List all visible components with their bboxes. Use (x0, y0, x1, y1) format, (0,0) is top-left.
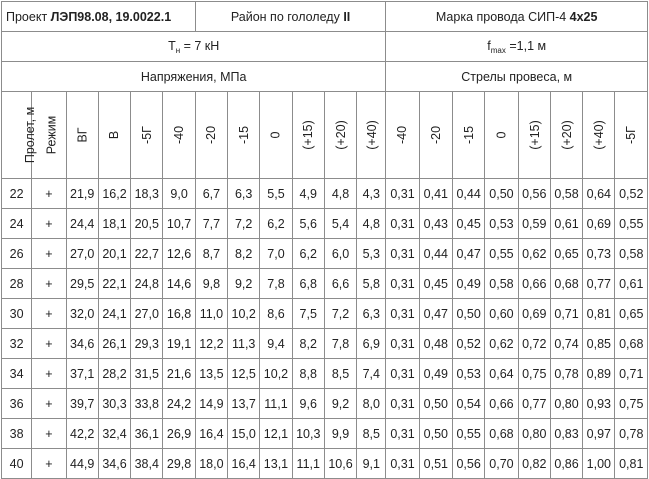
sag-cell: 0,61 (550, 209, 582, 239)
sag-cell: 0,31 (386, 449, 419, 479)
sag-cell: 0,64 (485, 359, 518, 389)
ice-region-value: II (343, 9, 351, 24)
stress-cell: 9,2 (228, 269, 260, 299)
span-cell: 36 (2, 389, 32, 419)
col-header-stress-label: (+40) (364, 120, 379, 150)
stress-cell: 5,6 (292, 209, 324, 239)
col-header-sag (583, 92, 615, 179)
project-prefix: Проект (6, 9, 51, 24)
stress-cell: 7,5 (292, 299, 324, 329)
stress-cell: 6,2 (292, 239, 324, 269)
span-cell: 28 (2, 269, 32, 299)
col-header-sag-label: -20 (428, 125, 443, 145)
sag-cell: 0,89 (583, 359, 615, 389)
sag-cell: 0,31 (386, 359, 419, 389)
col-header-stress (260, 92, 292, 179)
stress-cell: 8,2 (292, 329, 324, 359)
sag-cell: 0,65 (615, 299, 648, 329)
sag-cell: 0,62 (485, 329, 518, 359)
tension-sub: н (175, 45, 181, 55)
stress-cell: 15,0 (228, 419, 260, 449)
stress-cell: 8,0 (357, 389, 386, 419)
sag-cell: 0,59 (518, 209, 550, 239)
table-row (2, 239, 648, 269)
sag-cell: 0,56 (453, 449, 485, 479)
stress-cell: 33,8 (131, 389, 163, 419)
stress-cell: 21,6 (163, 359, 195, 389)
ice-region-prefix: Район по гололеду (230, 9, 344, 24)
sag-cell: 0,54 (453, 389, 485, 419)
stress-cell: 9,4 (260, 329, 292, 359)
sag-cell: 0,55 (485, 239, 518, 269)
table-row (2, 299, 648, 329)
sag-cell: 0,51 (419, 449, 452, 479)
project-code: ЛЭП98.08, 19.0022.1 (50, 9, 172, 24)
sag-cell: 0,41 (419, 179, 452, 209)
col-header-sag-label: (+20) (559, 120, 574, 150)
stress-cell: 6,2 (260, 209, 292, 239)
stress-cell: 10,2 (228, 299, 260, 329)
mode-cell: + (32, 209, 66, 239)
sag-cell: 1,00 (583, 449, 615, 479)
stress-cell: 26,1 (98, 329, 130, 359)
stress-cell: 4,9 (292, 179, 324, 209)
table-row (2, 179, 648, 209)
stress-cell: 24,2 (163, 389, 195, 419)
stress-cell: 24,4 (66, 209, 98, 239)
stress-cell: 6,3 (228, 179, 260, 209)
col-header-sag-label: 0 (494, 131, 509, 139)
sag-cell: 0,93 (583, 389, 615, 419)
stress-cell: 39,7 (66, 389, 98, 419)
col-header-stress (357, 92, 386, 179)
col-header-sag (419, 92, 452, 179)
stress-cell: 6,0 (324, 239, 356, 269)
ice-region-cell (195, 2, 386, 32)
stress-cell: 9,2 (324, 389, 356, 419)
stress-cell: 7,4 (357, 359, 386, 389)
stress-cell: 21,9 (66, 179, 98, 209)
col-header-stress (228, 92, 260, 179)
stress-cell: 16,2 (98, 179, 130, 209)
stress-cell: 6,6 (324, 269, 356, 299)
stress-cell: 11,0 (195, 299, 227, 329)
table-row (2, 209, 648, 239)
span-cell: 24 (2, 209, 32, 239)
sag-cell: 0,74 (550, 329, 582, 359)
mode-cell: + (32, 329, 66, 359)
sag-cell: 0,58 (485, 269, 518, 299)
stress-cell: 9,9 (324, 419, 356, 449)
mode-cell: + (32, 449, 66, 479)
col-header-span-label: Пролет, м (23, 106, 38, 164)
sag-cell: 0,31 (386, 179, 419, 209)
sag-sub: max (490, 45, 506, 55)
stress-cell: 5,4 (324, 209, 356, 239)
stress-cell: 8,5 (357, 419, 386, 449)
sag-cell: 0,66 (485, 389, 518, 419)
sag-cell: 0,64 (583, 179, 615, 209)
sag-cell: 0,75 (518, 359, 550, 389)
col-header-stress-label: (+20) (333, 120, 348, 150)
col-header-sag (453, 92, 485, 179)
stress-cell: 9,0 (163, 179, 195, 209)
sag-cell: 0,69 (583, 209, 615, 239)
mode-cell: + (32, 179, 66, 209)
stress-cell: 31,5 (131, 359, 163, 389)
sag-cell: 0,60 (485, 299, 518, 329)
sag-cell: 0,31 (386, 299, 419, 329)
sag-cell: 0,85 (583, 329, 615, 359)
sag-cell: 0,47 (419, 299, 452, 329)
col-header-stress (324, 92, 356, 179)
sag-cell: 0,47 (453, 239, 485, 269)
sag-cell: 0,56 (518, 179, 550, 209)
stress-cell: 7,7 (195, 209, 227, 239)
stress-cell: 29,3 (131, 329, 163, 359)
col-header-stress (66, 92, 98, 179)
stress-cell: 13,1 (260, 449, 292, 479)
stress-cell: 16,4 (195, 419, 227, 449)
col-header-sag (550, 92, 582, 179)
col-header-sag-label: (+40) (591, 120, 606, 150)
col-header-stress-label: -20 (204, 125, 219, 145)
table-row (2, 449, 648, 479)
sag-cell: 0,62 (518, 239, 550, 269)
stress-cell: 5,8 (357, 269, 386, 299)
mode-cell: + (32, 239, 66, 269)
span-cell: 26 (2, 239, 32, 269)
sag-cell: 0,52 (615, 179, 648, 209)
wire-prefix: Марка провода СИП-4 (435, 9, 570, 24)
col-header-stress (195, 92, 227, 179)
mode-cell: + (32, 419, 66, 449)
col-header-stress-label: -15 (236, 125, 251, 145)
sag-symbol: f (487, 38, 491, 53)
sag-cell: 0,31 (386, 329, 419, 359)
table-row (2, 269, 648, 299)
stress-cell: 36,1 (131, 419, 163, 449)
stress-cell: 14,6 (163, 269, 195, 299)
stress-cell: 5,3 (357, 239, 386, 269)
stress-cell: 6,8 (292, 269, 324, 299)
stress-cell: 7,2 (324, 299, 356, 329)
stress-cell: 10,7 (163, 209, 195, 239)
col-header-stress (98, 92, 130, 179)
stress-cell: 32,4 (98, 419, 130, 449)
stress-cell: 16,4 (228, 449, 260, 479)
table-row (2, 359, 648, 389)
sag-cell: 0,78 (615, 419, 648, 449)
sag-cell: 0,72 (518, 329, 550, 359)
stress-cell: 29,8 (163, 449, 195, 479)
stress-cell: 10,6 (324, 449, 356, 479)
sag-cell: 0,31 (386, 239, 419, 269)
col-header-sag (518, 92, 550, 179)
col-header-stress-label: -40 (172, 125, 187, 145)
stress-cell: 27,0 (131, 299, 163, 329)
col-header-sag (386, 92, 419, 179)
sag-cell: 0,86 (550, 449, 582, 479)
stress-cell: 16,8 (163, 299, 195, 329)
sag-cell: 0,49 (453, 269, 485, 299)
project-cell (2, 2, 196, 32)
stress-cell: 30,3 (98, 389, 130, 419)
stress-cell: 9,1 (357, 449, 386, 479)
wire-value: 4х25 (569, 9, 598, 24)
sag-cell: 0,77 (583, 269, 615, 299)
stress-cell: 5,5 (260, 179, 292, 209)
sag-cell: 0,31 (386, 419, 419, 449)
col-header-stress (292, 92, 324, 179)
stress-cell: 7,8 (260, 269, 292, 299)
span-cell: 32 (2, 329, 32, 359)
stress-cell: 4,8 (324, 179, 356, 209)
stress-cell: 11,1 (260, 389, 292, 419)
sag-cell: 0,31 (386, 389, 419, 419)
stress-cell: 10,3 (292, 419, 324, 449)
stress-cell: 24,8 (131, 269, 163, 299)
col-header-sag-label: -15 (461, 125, 476, 145)
sag-cell: 0,71 (550, 299, 582, 329)
wire-cell (386, 2, 648, 32)
span-cell: 30 (2, 299, 32, 329)
stress-cell: 18,3 (131, 179, 163, 209)
table-row (2, 419, 648, 449)
stress-cell: 26,9 (163, 419, 195, 449)
sag-cell: 0,80 (518, 419, 550, 449)
sag-cell: 0,78 (550, 359, 582, 389)
stress-cell: 34,6 (66, 329, 98, 359)
sag-cell: 0,53 (485, 209, 518, 239)
stress-cell: 38,4 (131, 449, 163, 479)
sag-cell: 0,50 (419, 419, 452, 449)
col-header-stress-label: 0 (268, 131, 283, 139)
stress-cell: 7,0 (260, 239, 292, 269)
stress-cell: 7,2 (228, 209, 260, 239)
stress-cell: 6,7 (195, 179, 227, 209)
sag-cell: 0,69 (518, 299, 550, 329)
col-header-stress-label: В (107, 130, 122, 140)
sag-cell: 0,31 (386, 209, 419, 239)
span-cell: 34 (2, 359, 32, 389)
span-cell: 22 (2, 179, 32, 209)
sag-value: =1,1 м (505, 38, 547, 53)
stress-group-header: Напряжения, МПа (2, 62, 386, 92)
stress-cell: 12,1 (260, 419, 292, 449)
col-header-sag-label: -40 (395, 125, 410, 145)
stress-cell: 6,3 (357, 299, 386, 329)
stress-cell: 4,3 (357, 179, 386, 209)
sag-cell: 0,65 (550, 239, 582, 269)
col-header-mode-label: Режим (44, 115, 59, 155)
col-header-stress-label: -5Г (139, 126, 154, 144)
sag-cell: 0,45 (453, 209, 485, 239)
stress-cell: 37,1 (66, 359, 98, 389)
stress-cell: 22,7 (131, 239, 163, 269)
stress-cell: 4,8 (357, 209, 386, 239)
stress-cell: 44,9 (66, 449, 98, 479)
sag-cell: 0,58 (550, 179, 582, 209)
stress-cell: 14,9 (195, 389, 227, 419)
sag-cell: 0,83 (550, 419, 582, 449)
stress-cell: 13,7 (228, 389, 260, 419)
sag-cell: 0,55 (615, 209, 648, 239)
stress-cell: 11,1 (292, 449, 324, 479)
stress-cell: 11,3 (228, 329, 260, 359)
sag-cell: 0,31 (386, 269, 419, 299)
stress-cell: 20,5 (131, 209, 163, 239)
stress-cell: 32,0 (66, 299, 98, 329)
stress-cell: 24,1 (98, 299, 130, 329)
col-header-stress-label: (+15) (301, 120, 316, 150)
sag-cell: 0,44 (453, 179, 485, 209)
sag-cell: 0,53 (453, 359, 485, 389)
sag-cell: 0,61 (615, 269, 648, 299)
mode-cell: + (32, 299, 66, 329)
sag-cell: 0,68 (615, 329, 648, 359)
stress-cell: 6,9 (357, 329, 386, 359)
sag-cell: 0,66 (518, 269, 550, 299)
sag-cell: 0,75 (615, 389, 648, 419)
sag-cell: 0,80 (550, 389, 582, 419)
sag-tension-table (1, 1, 648, 479)
col-header-sag-label: -5Г (624, 126, 639, 144)
stress-cell: 22,1 (98, 269, 130, 299)
sag-cell: 0,50 (453, 299, 485, 329)
stress-cell: 8,7 (195, 239, 227, 269)
sag-cell: 0,58 (615, 239, 648, 269)
sag-cell: 0,45 (419, 269, 452, 299)
tension-symbol: T (168, 38, 176, 53)
sag-cell: 0,50 (485, 179, 518, 209)
col-header-sag-label: (+15) (527, 120, 542, 150)
stress-cell: 9,6 (292, 389, 324, 419)
table-row (2, 329, 648, 359)
stress-cell: 34,6 (98, 449, 130, 479)
table-row (2, 389, 648, 419)
stress-cell: 8,5 (324, 359, 356, 389)
sag-cell: 0,73 (583, 239, 615, 269)
stress-cell: 12,6 (163, 239, 195, 269)
sag-cell: 0,52 (453, 329, 485, 359)
span-cell: 38 (2, 419, 32, 449)
sag-cell: 0,55 (453, 419, 485, 449)
stress-cell: 42,2 (66, 419, 98, 449)
sag-cell: 0,48 (419, 329, 452, 359)
mode-cell: + (32, 389, 66, 419)
sag-cell: 0,68 (550, 269, 582, 299)
col-header-span (2, 92, 38, 179)
stress-cell: 27,0 (66, 239, 98, 269)
sag-group-header: Стрелы провеса, м (386, 62, 648, 92)
stress-cell: 18,1 (98, 209, 130, 239)
stress-cell: 7,8 (324, 329, 356, 359)
sag-cell: 0,97 (583, 419, 615, 449)
col-header-stress-label: ВГ (75, 127, 90, 143)
sag-cell: 0,82 (518, 449, 550, 479)
stress-cell: 12,2 (195, 329, 227, 359)
stress-cell: 12,5 (228, 359, 260, 389)
col-header-stress (163, 92, 195, 179)
stress-cell: 13,5 (195, 359, 227, 389)
sag-cell: 0,50 (419, 389, 452, 419)
sag-cell: 0,81 (615, 449, 648, 479)
tension-value: = 7 кН (180, 38, 220, 53)
mode-cell: + (32, 359, 66, 389)
sag-cell: 0,81 (583, 299, 615, 329)
stress-cell: 18,0 (195, 449, 227, 479)
mode-cell: + (32, 269, 66, 299)
col-header-sag (615, 92, 648, 179)
col-header-sag (485, 92, 518, 179)
stress-cell: 8,8 (292, 359, 324, 389)
sag-cell: 0,70 (485, 449, 518, 479)
sag-cell: 0,43 (419, 209, 452, 239)
col-header-stress (131, 92, 163, 179)
tension-cell (2, 32, 386, 62)
sag-cell: 0,49 (419, 359, 452, 389)
sag-cell: 0,77 (518, 389, 550, 419)
stress-cell: 29,5 (66, 269, 98, 299)
stress-cell: 8,6 (260, 299, 292, 329)
stress-cell: 9,8 (195, 269, 227, 299)
sag-cell: 0,44 (419, 239, 452, 269)
stress-cell: 8,2 (228, 239, 260, 269)
sag-cell: 0,71 (615, 359, 648, 389)
stress-cell: 28,2 (98, 359, 130, 389)
sag-cell: 0,68 (485, 419, 518, 449)
sag-max-cell (386, 32, 648, 62)
stress-cell: 10,2 (260, 359, 292, 389)
stress-cell: 20,1 (98, 239, 130, 269)
stress-cell: 19,1 (163, 329, 195, 359)
span-cell: 40 (2, 449, 32, 479)
